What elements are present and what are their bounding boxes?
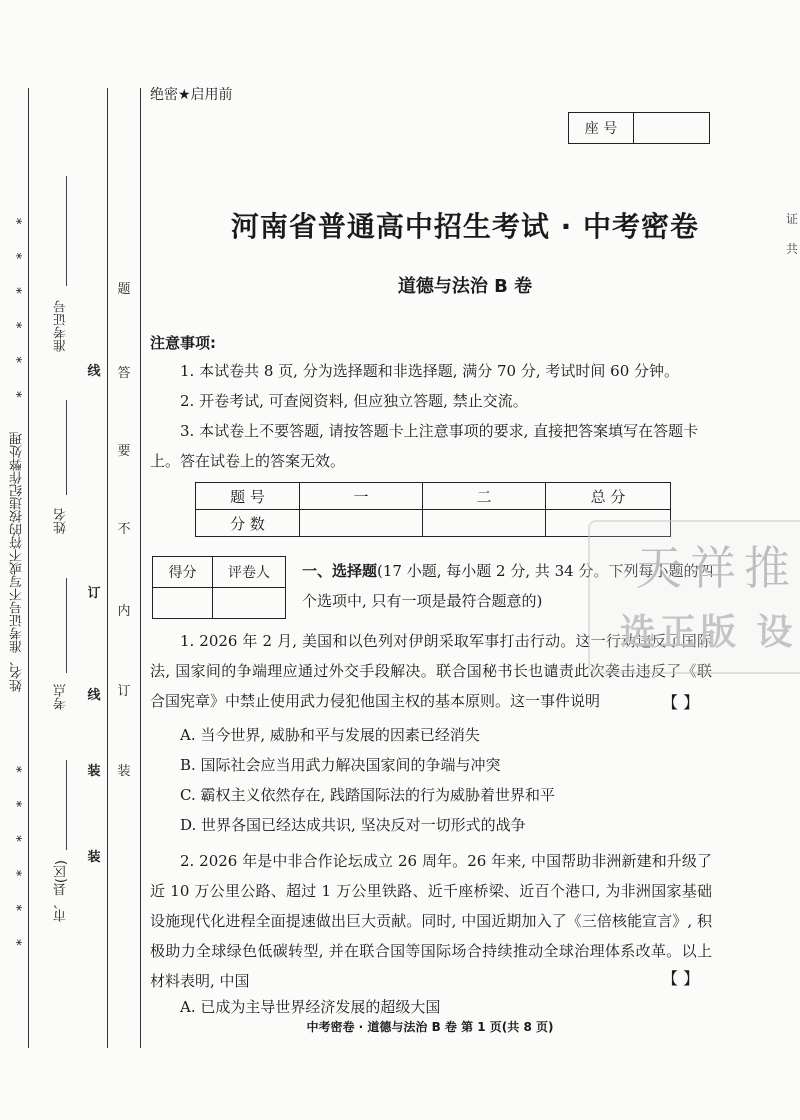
- page-footer: 中考密卷 · 道德与法治 B 卷 第 1 页(共 8 页): [306, 1020, 554, 1034]
- option-item: D. 世界各国已经达成共识, 坚决反对一切形式的战争: [180, 816, 526, 834]
- answer-bracket: 【 】: [662, 969, 700, 988]
- binding-border-line: [107, 88, 108, 1048]
- grader-header-score: 得分: [153, 557, 213, 588]
- seal-char: 不: [117, 522, 131, 537]
- section-description: (17 小题, 每小题 2 分, 共 34 分。下列每小题的四个选项中, 只有一项是最符合题意的): [302, 562, 714, 610]
- answer-bracket: 【 】: [662, 693, 700, 712]
- score-cell[interactable]: [423, 510, 546, 537]
- watermark-text: 天祥推: [636, 541, 798, 595]
- question-stem: [150, 846, 712, 996]
- grader-score-cell[interactable]: [153, 588, 213, 619]
- seal-char: 订: [87, 586, 101, 601]
- binding-stars-bottom: * * * * * *: [8, 766, 23, 958]
- field-city-county-label: 市、县(区): [54, 860, 69, 923]
- seal-char: 题: [117, 282, 131, 297]
- table-header-cell: 题 号: [196, 483, 300, 510]
- seal-char: 装: [87, 764, 101, 779]
- table-header-cell: 分 数: [196, 510, 300, 537]
- table-row: [153, 588, 286, 619]
- binding-border-line: [140, 88, 141, 1048]
- field-name-line[interactable]: [66, 400, 67, 495]
- seal-char: 内: [117, 604, 131, 619]
- field-admission-number-line[interactable]: [66, 176, 67, 286]
- seal-char: 线: [87, 364, 101, 379]
- notice-heading: 注意事项:: [150, 334, 216, 352]
- binding-border-line: [28, 88, 29, 1048]
- binding-stars-top: * * * * * *: [8, 218, 23, 410]
- seat-number-label: 座 号: [569, 113, 634, 143]
- edge-text: 证: [786, 212, 799, 226]
- notice-item: 3. 本试卷上不要答题, 请按答题卡上注意事项的要求, 直接把答案填写在答题卡: [180, 422, 699, 440]
- seal-char: 装: [117, 764, 131, 779]
- section-title: 一、选择题: [302, 562, 378, 580]
- question-text: 2. 2026 年是中非合作论坛成立 26 周年。26 年来, 中国帮助非洲新建和升级了近 10 万公里公路、超过 1 万公里铁路、近千座桥梁、近百个港口, 为非洲国家基础设施现代化进程全面提速做出巨大贡献。同时, 中国近期加入了《三倍核能宣言》, 积极助力全球绿色低碳转型, 并在联合国等国际场合持续推动全球治理体系改革。以上材料表明, 中国: [150, 852, 712, 990]
- exam-subtitle: 道德与法治 B 卷: [397, 276, 533, 297]
- field-admission-number-label: 准考证号: [54, 300, 69, 352]
- table-header-cell: 二: [423, 483, 546, 510]
- table-row: [153, 557, 286, 588]
- confidential-label: 绝密★启用前: [150, 87, 233, 103]
- option-item: C. 霸权主义依然存在, 践踏国际法的行为威胁着世界和平: [180, 786, 556, 804]
- grader-header-marker: 评卷人: [213, 557, 286, 588]
- notice-item: 1. 本试卷共 8 页, 分为选择题和非选择题, 满分 70 分, 考试时间 60 分钟。: [180, 362, 680, 380]
- seal-char: 线: [87, 688, 101, 703]
- seal-char: 要: [117, 444, 131, 459]
- question-text: 1. 2026 年 2 月, 美国和以色列对伊朗采取军事打击行动。这一行动违反了国际法, 国家间的争端理应通过外交手段解决。联合国秘书长也谴责此次袭击违反了《联合国宪章》中禁止使用武力侵犯他国主权的基本原则。这一事件说明: [150, 632, 712, 710]
- table-row: [196, 483, 671, 510]
- option-item: A. 当今世界, 威胁和平与发展的因素已经消失: [180, 726, 480, 744]
- watermark-text: 选正版 设: [620, 612, 797, 653]
- grader-marker-cell[interactable]: [213, 588, 286, 619]
- notice-item: 2. 开卷考试, 可查阅资料, 但应独立答题, 禁止交流。: [180, 392, 528, 410]
- seat-number-box: [568, 112, 710, 144]
- notice-item: 上。答在试卷上的答案无效。: [150, 452, 346, 470]
- table-header-cell: 总 分: [546, 483, 671, 510]
- seal-char: 答: [117, 366, 131, 381]
- field-exam-site-label: 考点: [54, 684, 69, 710]
- seal-char: 订: [117, 684, 131, 699]
- field-exam-site-line[interactable]: [66, 578, 67, 673]
- exam-title: 河南省普通高中招生考试 · 中考密卷: [230, 210, 700, 243]
- seat-number-field[interactable]: [634, 113, 709, 143]
- field-city-county-line[interactable]: [66, 760, 67, 850]
- grader-table: [152, 556, 286, 619]
- binding-warning: 姓名、准考证号不写或不符的按违纪作弊处理: [10, 432, 25, 692]
- seal-char: 装: [87, 850, 101, 865]
- option-item: A. 已成为主导世界经济发展的超级大国: [180, 998, 441, 1016]
- field-name-label: 姓名: [54, 508, 69, 534]
- option-item: B. 国际社会应当用武力解决国家间的争端与冲突: [180, 756, 501, 774]
- table-header-cell: 一: [300, 483, 423, 510]
- edge-text: 共: [786, 242, 799, 256]
- score-cell[interactable]: [300, 510, 423, 537]
